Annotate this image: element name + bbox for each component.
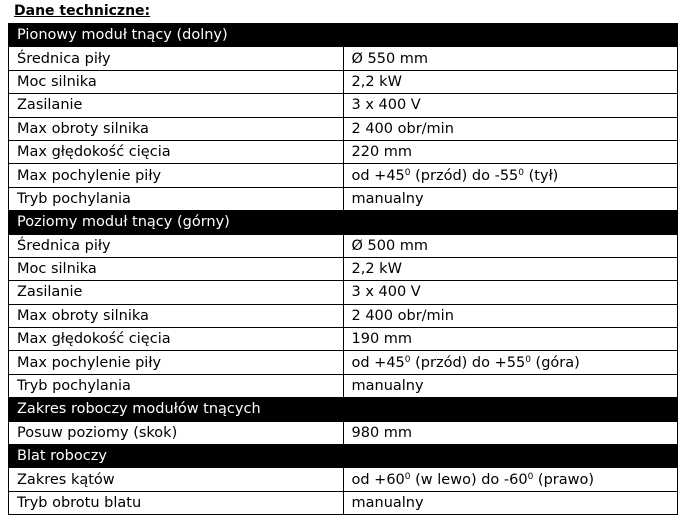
value-text: (góra) <box>530 354 580 371</box>
spec-value: 190 mm <box>343 328 678 351</box>
value-text: (prawo) <box>533 471 595 488</box>
spec-value: 2 400 obr/min <box>343 304 678 327</box>
spec-label: Zasilanie <box>9 94 344 117</box>
degree-superscript: 0 <box>527 471 534 482</box>
value-text: od +45 <box>351 167 405 184</box>
table-row <box>9 374 678 397</box>
spec-label: Zasilanie <box>9 281 344 304</box>
spec-value: 3 x 400 V <box>343 281 678 304</box>
spec-value: Ø 500 mm <box>343 234 678 257</box>
section-header-row <box>9 398 678 421</box>
spec-label: Moc silnika <box>9 70 344 93</box>
table-row <box>9 70 678 93</box>
table-row <box>9 94 678 117</box>
spec-label: Posuw poziomy (skok) <box>9 421 344 444</box>
spec-value <box>343 468 678 491</box>
degree-superscript: 0 <box>404 354 411 365</box>
spec-value: manualny <box>343 187 678 210</box>
spec-label: Max obroty silnika <box>9 117 344 140</box>
degree-superscript: 0 <box>518 167 525 178</box>
section-header-row <box>9 24 678 47</box>
spec-label: Średnica piły <box>9 234 344 257</box>
section-title: Poziomy moduł tnący (górny) <box>9 211 678 234</box>
degree-superscript: 0 <box>525 354 531 365</box>
value-text: od +60 <box>351 471 405 488</box>
table-row <box>9 164 678 187</box>
spec-value: 2,2 kW <box>343 257 678 280</box>
spec-value: Ø 550 mm <box>343 47 678 70</box>
spec-label: Tryb obrotu blatu <box>9 491 344 514</box>
table-row <box>9 351 678 374</box>
section-title: Blat roboczy <box>9 445 678 468</box>
spec-label: Max głędokość cięcia <box>9 140 344 163</box>
table-row <box>9 187 678 210</box>
spec-value: 3 x 400 V <box>343 94 678 117</box>
value-text: (przód) do +55 <box>410 354 526 371</box>
spec-value: manualny <box>343 491 678 514</box>
spec-value: 980 mm <box>343 421 678 444</box>
section-title: Zakres roboczy modułów tnących <box>9 398 678 421</box>
table-row <box>9 304 678 327</box>
spec-value: 2,2 kW <box>343 70 678 93</box>
table-row <box>9 117 678 140</box>
value-text: (tył) <box>524 167 559 184</box>
table-row <box>9 468 678 491</box>
value-text: (przód) do -55 <box>410 167 519 184</box>
spec-value: 220 mm <box>343 140 678 163</box>
spec-label: Zakres kątów <box>9 468 344 491</box>
spec-label: Max pochylenie piły <box>9 164 344 187</box>
table-row <box>9 328 678 351</box>
spec-value <box>343 351 678 374</box>
table-row <box>9 257 678 280</box>
section-header-row <box>9 211 678 234</box>
technical-data-table <box>8 23 678 515</box>
table-row <box>9 140 678 163</box>
degree-superscript: 0 <box>404 167 411 178</box>
spec-value: manualny <box>343 374 678 397</box>
value-text: (w lewo) do -60 <box>410 471 528 488</box>
table-row <box>9 234 678 257</box>
spec-label: Tryb pochylania <box>9 374 344 397</box>
spec-value: 2 400 obr/min <box>343 117 678 140</box>
table-row <box>9 47 678 70</box>
section-header-row <box>9 445 678 468</box>
section-title: Pionowy moduł tnący (dolny) <box>9 24 678 47</box>
spec-label: Moc silnika <box>9 257 344 280</box>
spec-label: Średnica piły <box>9 47 344 70</box>
value-text: od +45 <box>351 354 405 371</box>
page-heading: Dane techniczne: <box>14 3 151 19</box>
table-row <box>9 421 678 444</box>
spec-label: Max głędokość cięcia <box>9 328 344 351</box>
degree-superscript: 0 <box>404 471 411 482</box>
spec-value <box>343 164 678 187</box>
table-row <box>9 281 678 304</box>
table-row <box>9 491 678 514</box>
spec-label: Tryb pochylania <box>9 187 344 210</box>
spec-label: Max pochylenie piły <box>9 351 344 374</box>
spec-label: Max obroty silnika <box>9 304 344 327</box>
